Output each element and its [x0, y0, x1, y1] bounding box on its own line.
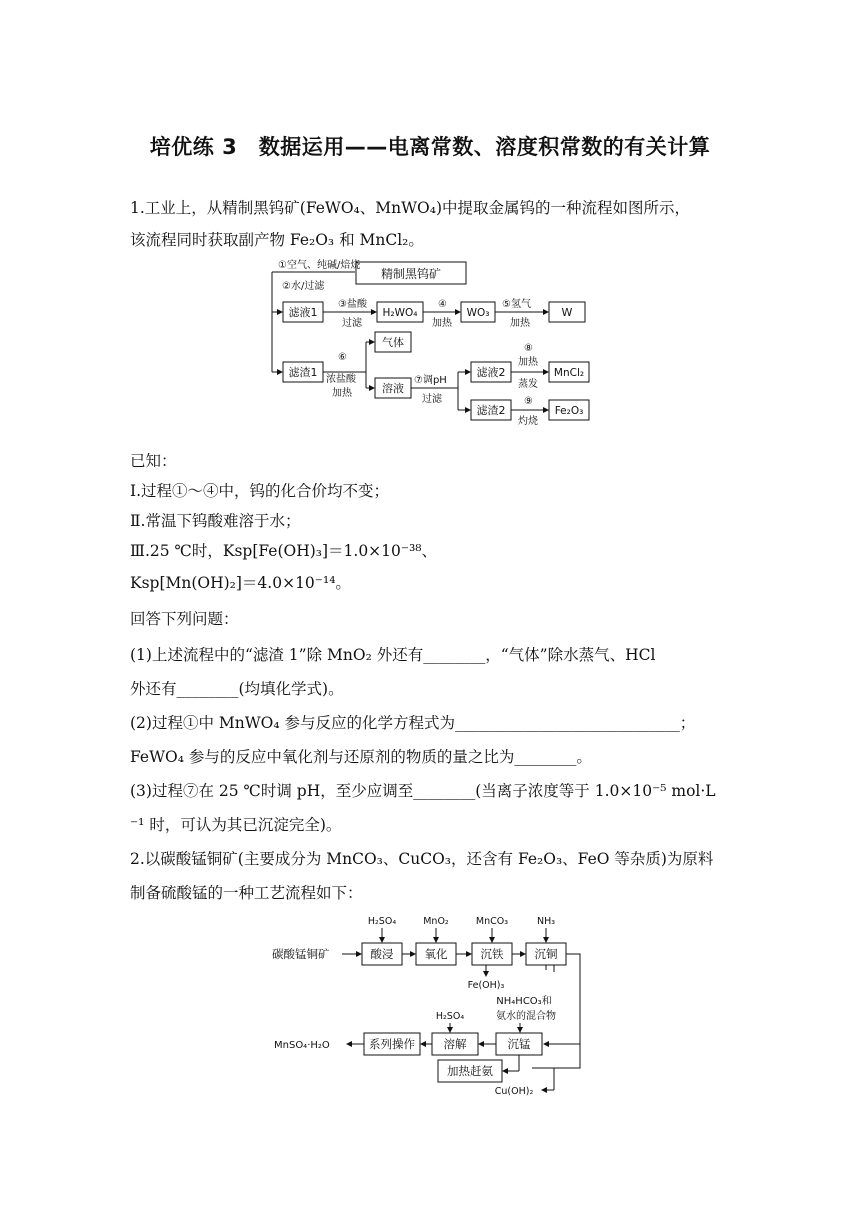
flow1-wo3: WO₃	[466, 307, 490, 319]
flow2-dissolve: 溶解	[443, 1037, 467, 1051]
flow1-filtrate1: 滤液1	[288, 306, 318, 319]
flow1-fe2o3: Fe₂O₃	[554, 405, 584, 417]
flow2-series: 系列操作	[369, 1037, 415, 1051]
flow2-h2so4-top: H₂SO₄	[367, 916, 397, 927]
q2-line1: 2.以碳酸锰铜矿(主要成分为 MnCO₃、CuCO₃，还含有 Fe₂O₃、FeO 等杂质)为原料	[130, 850, 714, 868]
flow2-mix-line2: 氨水的混合物	[496, 1011, 556, 1022]
q2-line2: 制备硫酸锰的一种工艺流程如下：	[130, 884, 363, 902]
flow2-mno2: MnO₂	[423, 916, 449, 927]
flow2-iron: 沉铁	[480, 947, 504, 961]
flow1-mncl2: MnCl₂	[553, 367, 585, 379]
q1-known-1: Ⅰ.过程①～④中，钨的化合价均不变；	[130, 482, 390, 500]
q1-known-2: Ⅱ.常温下钨酸难溶于水；	[130, 512, 301, 530]
flow2-feoh3: Fe(OH)₃	[467, 980, 505, 991]
flowchart-tungsten	[262, 256, 596, 428]
page-title: 培优练 3 数据运用——电离常数、溶度积常数的有关计算	[149, 135, 711, 159]
flow2-ore: 碳酸锰铜矿	[272, 947, 330, 961]
flow1-step8a: ⑧	[524, 343, 533, 354]
flow1-h2wo4: H₂WO₄	[382, 307, 418, 319]
flow1-step7b: 过滤	[422, 394, 442, 405]
q1-part3-line2: ⁻¹ 时，可认为其已沉淀完全)。	[130, 816, 342, 834]
flow1-step5a: ⑤氢气	[502, 299, 531, 310]
flow2-mn: 沉锰	[507, 1037, 531, 1051]
flow1-residue1: 滤渣1	[288, 366, 318, 379]
flow1-w: W	[561, 306, 573, 319]
flow1-gas: 气体	[382, 336, 404, 349]
q1-part1-line2: 外还有________(均填化学式)。	[130, 680, 344, 698]
flow1-step3b: 过滤	[342, 318, 362, 329]
flow2-oxidize: 氧化	[424, 947, 448, 961]
flow1-step2: ②水/过滤	[282, 281, 325, 292]
q1-line1: 1.工业上，从精制黑钨矿(FeWO₄、MnWO₄)中提取金属钨的一种流程如图所示，	[130, 199, 691, 217]
flow2-mnco3: MnCO₃	[475, 916, 509, 927]
flow1-step7a: ⑦调pH	[414, 375, 447, 386]
flow1-step6a: ⑥	[338, 352, 347, 363]
flow2-cuoh2: Cu(OH)₂	[494, 1086, 534, 1097]
flow1-step6b: 浓盐酸	[326, 374, 356, 385]
q1-known: 已知：	[130, 452, 177, 470]
flow2-mix-line1: NH₄HCO₃和	[496, 996, 552, 1007]
flow1-step4a: ④	[438, 299, 447, 310]
flow2-heat: 加热赶氨	[447, 1064, 493, 1078]
flow1-step3a: ③盐酸	[338, 299, 367, 310]
q1-known-4: Ksp[Mn(OH)₂]＝4.0×10⁻¹⁴。	[130, 574, 351, 592]
flow2-leach: 酸浸	[370, 947, 394, 961]
q1-line2: 该流程同时获取副产物 Fe₂O₃ 和 MnCl₂。	[130, 231, 424, 249]
flow2-nh3: NH₃	[536, 916, 556, 927]
q1-part3-line1: (3)过程⑦在 25 ℃时调 pH，至少应调至________(当离子浓度等于 1.0×10⁻⁵ mol·L	[130, 782, 716, 800]
q1-part1-line1: (1)上述流程中的“滤渣 1”除 MnO₂ 外还有________，“气体”除水蒸气、HCl	[130, 646, 656, 664]
flow1-filtrate2: 滤液2	[476, 366, 506, 379]
flow1-step8c: 蒸发	[518, 379, 538, 390]
q1-answer-prompt: 回答下列问题：	[130, 610, 239, 628]
flow1-step8b: 加热	[518, 357, 538, 368]
flow2-copper: 沉铜	[534, 947, 558, 961]
flow1-step9b: 灼烧	[518, 416, 538, 427]
flow1-step6c: 加热	[332, 388, 352, 399]
q1-known-3: Ⅲ.25 ℃时，Ksp[Fe(OH)₃]＝1.0×10⁻³⁸、	[130, 542, 437, 560]
flow1-solution: 溶液	[382, 382, 404, 395]
q1-part2-line2: FeWO₄ 参与的反应中氧化剂与还原剂的物质的量之比为________。	[130, 748, 592, 766]
flow1-step9a: ⑨	[524, 396, 533, 407]
flow1-step5b: 加热	[510, 318, 530, 329]
q1-part2-line1: (2)过程①中 MnWO₄ 参与反应的化学方程式为_____________________________；	[130, 714, 696, 732]
flow1-step4b: 加热	[432, 318, 452, 329]
flow1-residue2: 滤渣2	[476, 404, 506, 417]
flow1-ore: 精制黑钨矿	[380, 267, 442, 281]
flowchart-manganese	[270, 910, 590, 1102]
flow1-step1: ①空气、纯碱/焙烧	[278, 260, 361, 271]
flow2-product: MnSO₄·H₂O	[274, 1040, 330, 1051]
flow2-h2so4-mid: H₂SO₄	[435, 1011, 465, 1022]
